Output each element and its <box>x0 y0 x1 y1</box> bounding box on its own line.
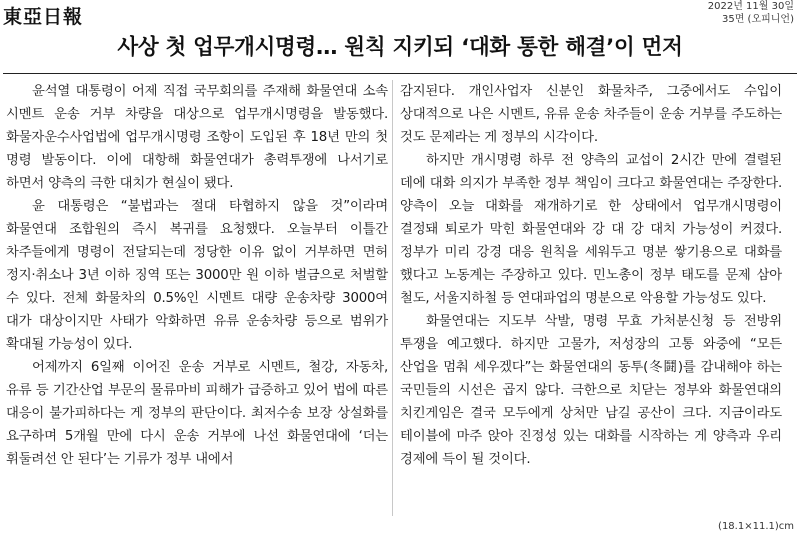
issue-meta <box>708 1 794 26</box>
newspaper-logo: 東亞日報 <box>3 6 84 28</box>
article-column-right <box>400 80 782 471</box>
clipping-size-note: (18.1×11.1)cm <box>718 521 794 532</box>
paragraph: 어제까지 6일째 이어진 운송 거부로 시멘트, 철강, 자동차, 유류 등 기간산업 부문의 물류마비 피해가 급증하고 있어 법에 따른 대응이 불가피하다는 게 정부의 판단이다. 최저수송 보장 상설화를 요구하며 5개월 만에 다시 운송 거부에 나선 화물연대에 ‘더는 휘둘려선 안 된다’는 기류가 정부 내에서 <box>6 360 388 467</box>
paragraph-continued: 감지된다. 개인사업자 신분인 화물차주, 그중에서도 수입이 상대적으로 나은 시멘트, 유류 운송 차주들이 운송 거부를 주도하는 것도 문제라는 게 정부의 시각이다. <box>400 84 782 145</box>
headline-rule <box>3 73 797 74</box>
paragraph: 화물연대는 지도부 삭발, 명령 무효 가처분신청 등 전방위 투쟁을 예고했다. 하지만 고물가, 저성장의 고통 와중에 “모든 산업을 멈춰 세우겠다”는 화물연대의 동투(冬鬪)를 감내해야 하는 국민들의 시선은 곱지 않다. 극한으로 치닫는 정부와 화물연대의 치킨게임은 결국 모두에게 상처만 남길 공산이 크다. 지금이라도 테이블에 마주 앉아 진정성 있는 대화를 시작하는 게 양측과 우리 경제에 득이 될 것이다. <box>400 314 782 467</box>
column-divider <box>392 80 393 516</box>
issue-date: 2022년 11월 30일 <box>707 1 794 12</box>
page-section: 35면 (오피니언) <box>721 13 794 25</box>
paragraph: 하지만 개시명령 하루 전 양측의 교섭이 2시간 만에 결렬된 데에 대화 의지가 부족한 정부 책임이 크다고 화물연대는 주장한다. 양측이 오늘 대화를 재개하기로 한 상태에서 업무개시명령이 결정돼 퇴로가 막힌 화물연대와 강 대 강 대치 가능성이 커졌다. 정부가 미리 강경 대응 원칙을 세워두고 명분 쌓기용으로 대화를 했다고 노동계는 주장하고 있다. 민노총이 정부 태도를 문제 삼아 철도, 서울지하철 등 연대파업의 명분으로 악용할 가능성도 있다. <box>400 153 782 306</box>
paragraph: 윤석열 대통령이 어제 직접 국무회의를 주재해 화물연대 소속 시멘트 운송 거부 차량을 대상으로 업무개시명령을 발동했다. 화물자운수사업법에 업무개시명령 조항이 도입된 후 18년 만의 첫 명령 발동이다. 이에 대항해 화물연대가 총력투쟁에 나서기로 하면서 양측의 극한 대치가 현실이 됐다. <box>6 84 388 191</box>
article-headline: 사상 첫 업무개시명령… 원칙 지키되 ‘대화 통한 해결’이 먼저 <box>117 35 683 60</box>
article-column-left <box>6 80 388 471</box>
paragraph: 윤 대통령은 “불법과는 절대 타협하지 않을 것”이라며 화물연대 조합원의 즉시 복귀를 요청했다. 오늘부터 이틀간 차주들에게 명령이 전달되는데 정당한 이유 없이 거부하면 면허 정지·취소나 3년 이하 징역 또는 3000만 원 이하 벌금으로 처벌할 수 있다. 전체 화물차의 0.5%인 시멘트 대량 운송차량 3000여 대가 대상이지만 사태가 악화하면 유류 운송차량 등으로 범위가 확대될 가능성이 있다. <box>6 199 388 352</box>
